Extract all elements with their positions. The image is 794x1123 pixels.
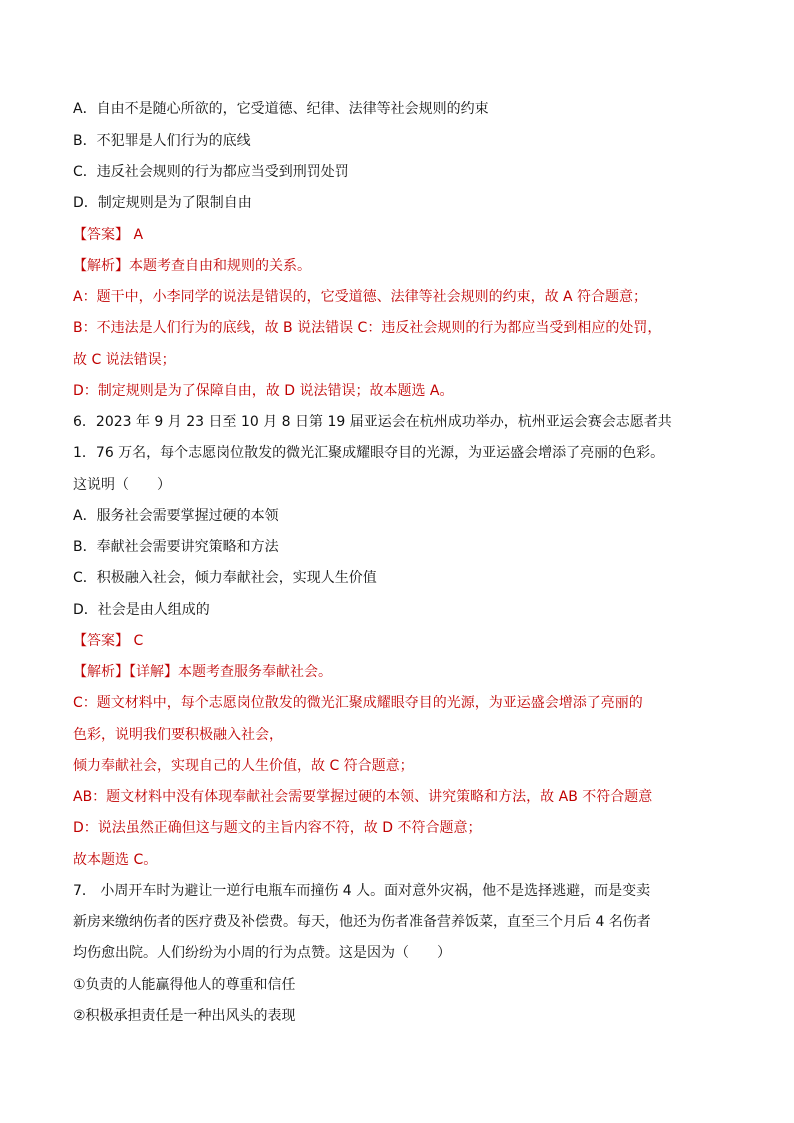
q6-option-a: A．服务社会需要掌握过硬的本领 bbox=[73, 508, 279, 524]
q6-stem-line-3: 这说明（ ） bbox=[73, 477, 171, 493]
q5-option-d: D．制定规则是为了限制自由 bbox=[73, 195, 252, 211]
q6-option-b: B．奉献社会需要讲究策略和方法 bbox=[73, 539, 279, 555]
q5-option-a: A．自由不是随心所欲的，它受道德、纪律、法律等社会规则的约束 bbox=[73, 101, 489, 117]
q6-analysis-c-2: 色彩，说明我们要积极融入社会， bbox=[73, 727, 283, 743]
q7-stem-line-1: 7． 小周开车时为避让一逆行电瓶车而撞伤 4 人。面对意外灾祸，他不是选择逃避，而是变卖 bbox=[73, 883, 651, 899]
q6-analysis-c-1: C：题文材料中，每个志愿岗位散发的微光汇聚成耀眼夺目的光源，为亚运盛会增添了亮丽的 bbox=[73, 695, 643, 711]
q5-option-c: C．违反社会规则的行为都应当受到刑罚处罚 bbox=[73, 164, 349, 180]
q6-stem-line-2: 1．76 万名，每个志愿岗位散发的微光汇聚成耀眼夺目的光源，为亚运盛会增添了亮丽的色彩。 bbox=[73, 445, 665, 461]
q6-analysis-conclusion: 故本题选 C。 bbox=[73, 852, 158, 868]
q7-option-2: ②积极承担责任是一种出风头的表现 bbox=[73, 1008, 296, 1024]
q5-analysis-d: D：制定规则是为了保障自由，故 D 说法错误；故本题选 A。 bbox=[73, 383, 454, 399]
q6-option-c: C．积极融入社会，倾力奉献社会，实现人生价值 bbox=[73, 570, 377, 586]
q5-analysis-c: 故 C 说法错误； bbox=[73, 352, 176, 368]
q6-analysis-c-3: 倾力奉献社会，实现自己的人生价值，故 C 符合题意； bbox=[73, 758, 414, 774]
q6-stem-line-1: 6．2023 年 9 月 23 日至 10 月 8 日第 19 届亚运会在杭州成功举办，杭州亚运会赛会志愿者共 bbox=[73, 414, 672, 430]
q5-analysis-b: B：不违法是人们行为的底线，故 B 说法错误 C：违反社会规则的行为都应当受到相应的处罚， bbox=[73, 320, 662, 336]
q7-stem-line-3: 均伤愈出院。人们纷纷为小周的行为点赞。这是因为（ ） bbox=[73, 945, 451, 961]
q6-analysis-d: D：说法虽然正确但这与题文的主旨内容不符，故 D 不符合题意； bbox=[73, 820, 482, 836]
q5-analysis-a: A：题干中，小李同学的说法是错误的，它受道德、法律等社会规则的约束，故 A 符合题意； bbox=[73, 289, 648, 305]
q5-answer: 【答案】 A bbox=[73, 227, 144, 243]
q6-option-d: D．社会是由人组成的 bbox=[73, 602, 210, 618]
q6-answer: 【答案】 C bbox=[73, 633, 144, 649]
q7-option-1: ①负责的人能赢得他人的尊重和信任 bbox=[73, 977, 296, 993]
q5-analysis-title: 【解析】本题考查自由和规则的关系。 bbox=[73, 258, 311, 274]
q7-stem-line-2: 新房来缴纳伤者的医疗费及补偿费。每天，他还为伤者准备营养饭菜，直至三个月后 4 名伤者 bbox=[73, 914, 651, 930]
q5-option-b: B．不犯罪是人们行为的底线 bbox=[73, 133, 251, 149]
q6-analysis-ab: AB：题文材料中没有体现奉献社会需要掌握过硬的本领、讲究策略和方法，故 AB 不符合题意 bbox=[73, 789, 653, 805]
q6-analysis-title: 【解析】【详解】本题考查服务奉献社会。 bbox=[73, 664, 332, 680]
